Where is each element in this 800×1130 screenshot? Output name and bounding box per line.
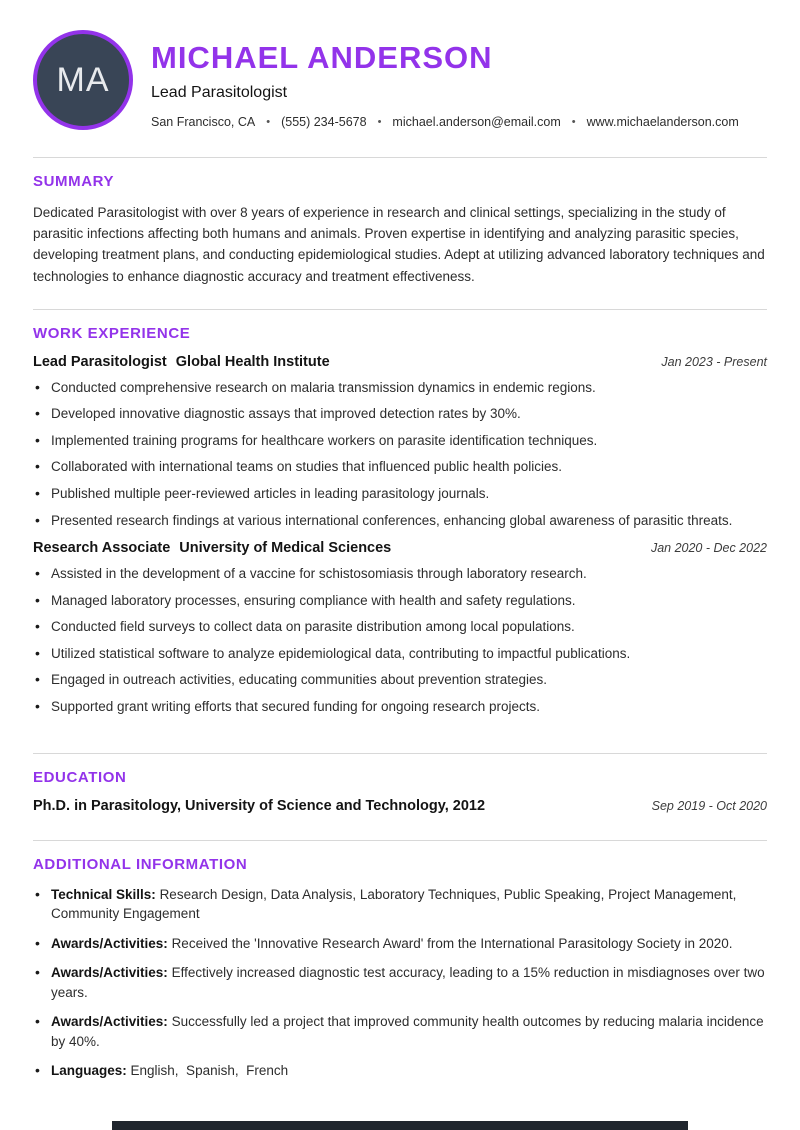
job-title-line — [33, 354, 330, 370]
info-label: Awards/Activities: — [51, 1014, 168, 1030]
info-text: English, Spanish, French — [130, 1063, 289, 1079]
bullet-item: • Conducted field surveys to collect data on parasite distribution among local populations. — [33, 617, 767, 637]
resume-header — [0, 0, 800, 130]
education-degree: Ph.D. in Parasitology, University of Science and Technology, 2012 — [33, 797, 486, 814]
bullet-separator-icon: • — [377, 116, 382, 128]
info-text: Received the 'Innovative Research Award' from the International Parasitology Society in 2020. — [171, 935, 733, 951]
education-dates: Sep 2019 - Oct 2020 — [651, 798, 767, 813]
job-entry — [33, 354, 767, 530]
contact-line — [151, 115, 739, 129]
info-text: Successfully led a project that improved community health outcomes by reducing malaria incidence by 40%. — [51, 1014, 768, 1049]
bullet-item: • Presented research findings at various international conferences, enhancing global awareness of parasitic threats. — [33, 511, 767, 531]
bullet-separator-icon: • — [571, 116, 576, 128]
job-bullet-list — [33, 564, 767, 716]
job-header — [33, 540, 767, 556]
contact-website: www.michaelanderson.com — [586, 115, 739, 129]
bullet-item: • Implemented training programs for healthcare workers on parasite identification techniques. — [33, 431, 767, 451]
bullet-separator-icon: • — [266, 116, 271, 128]
summary-section — [33, 158, 767, 309]
job-entry — [33, 540, 767, 716]
bullet-item: • Collaborated with international teams on studies that influenced public health policies. — [33, 457, 767, 477]
info-label: Awards/Activities: — [51, 935, 168, 951]
summary-text: Dedicated Parasitologist with over 8 years of experience in research and clinical settings, specializing in the study of parasitic infections affecting both humans and animals. Proven expertise in identifying and analyzing parasitic species, developing treatment plans, and conducting epidemiological studies. Adept at utilizing advanced laboratory techniques and technologies to enhance diagnostic accuracy and treatment effectiveness. — [33, 205, 765, 284]
bullet-item: • Engaged in outreach activities, educating communities about prevention strategies. — [33, 670, 767, 690]
job-title-text: Lead Parasitologist — [33, 353, 167, 370]
header-text — [151, 30, 739, 129]
contact-email: michael.anderson@email.com — [392, 115, 561, 129]
bullet-item: • Conducted comprehensive research on malaria transmission dynamics in endemic regions. — [33, 378, 767, 398]
info-text: Research Design, Data Analysis, Laboratory Techniques, Public Speaking, Project Management, Community Engagement — [51, 886, 741, 922]
info-item — [33, 1061, 767, 1081]
job-title-text: Research Associate — [33, 540, 171, 557]
info-text: Effectively increased diagnostic test accuracy, leading to a 15% reduction in misdiagnoses over two years. — [51, 965, 769, 1000]
info-label: Awards/Activities: — [51, 965, 168, 981]
experience-section — [33, 310, 767, 753]
avatar-initials: MA — [56, 60, 110, 99]
bullet-item: • Developed innovative diagnostic assays that improved detection rates by 30%. — [33, 404, 767, 424]
education-heading: EDUCATION — [33, 768, 127, 786]
education-entry — [33, 798, 767, 814]
additional-info-heading: ADDITIONAL INFORMATION — [33, 855, 248, 873]
info-item — [33, 1012, 767, 1051]
contact-phone: (555) 234-5678 — [281, 115, 367, 129]
info-item — [33, 963, 767, 1002]
summary-heading: SUMMARY — [33, 173, 115, 190]
header-job-title: Lead Parasitologist — [151, 84, 288, 101]
info-item — [33, 934, 767, 954]
contact-location: San Francisco, CA — [151, 115, 256, 129]
bullet-item: • Managed laboratory processes, ensuring compliance with health and safety regulations. — [33, 591, 767, 611]
bullet-item: • Supported grant writing efforts that secured funding for ongoing research projects. — [33, 697, 767, 717]
education-section — [33, 754, 767, 814]
additional-info-section — [33, 841, 767, 1112]
info-label: Languages: — [51, 1063, 127, 1079]
experience-heading: WORK EXPERIENCE — [33, 324, 191, 342]
job-header — [33, 354, 767, 370]
job-company: University of Medical Sciences — [179, 540, 392, 557]
page-footer-bar — [112, 1121, 688, 1130]
job-dates: Jan 2020 - Dec 2022 — [650, 541, 767, 556]
job-bullet-list — [33, 378, 767, 530]
additional-info-list — [33, 885, 767, 1112]
job-dates: Jan 2023 - Present — [661, 354, 767, 369]
avatar — [33, 30, 133, 130]
info-label: Technical Skills: — [51, 886, 156, 902]
job-company: Global Health Institute — [175, 353, 330, 370]
job-title-line — [33, 540, 391, 556]
name-heading: MICHAEL ANDERSON — [151, 40, 493, 75]
bullet-item: • Published multiple peer-reviewed articles in leading parasitology journals. — [33, 484, 767, 504]
bullet-item: • Utilized statistical software to analyze epidemiological data, contributing to impactful publications. — [33, 644, 767, 664]
info-item — [33, 885, 767, 924]
bullet-item: • Assisted in the development of a vaccine for schistosomiasis through laboratory research. — [33, 564, 767, 584]
